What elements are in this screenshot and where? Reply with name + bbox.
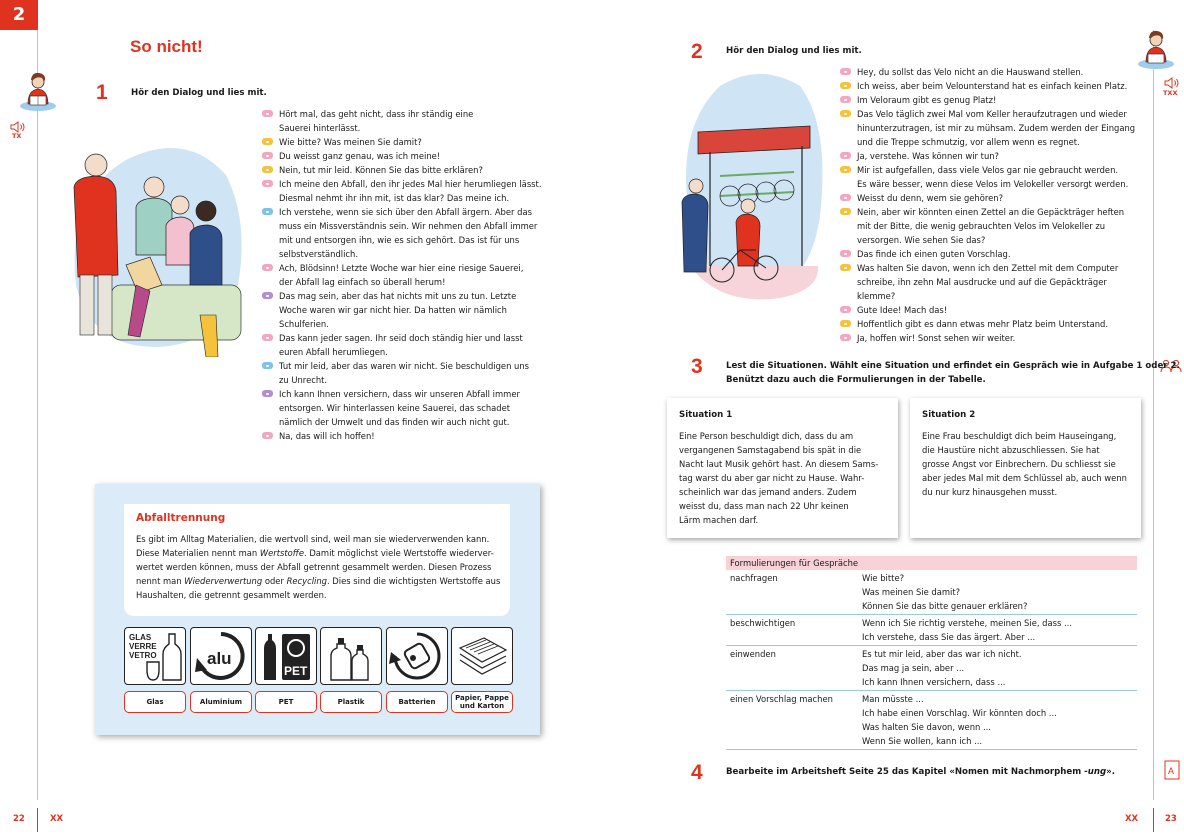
task4-instruction [726, 765, 1115, 779]
chapter-tab: 2 [0, 0, 38, 30]
dialog-line-continued: nämlich der Umwelt und das finden wir auch nicht gut. [279, 417, 510, 427]
svg-text:A: A [1168, 766, 1175, 776]
task1-number: 1 [96, 81, 108, 104]
dialog-line [840, 65, 1135, 79]
dialog-line-continued: klemme? [857, 291, 896, 301]
speaker-marker-icon [840, 320, 851, 327]
dialog-line [840, 149, 1135, 163]
author-avatar-icon [1136, 26, 1176, 70]
table-row [726, 615, 1137, 646]
dialog-line-continued: Es wäre besser, wenn diese Velos im Velokeller versorgt werden. [857, 179, 1129, 189]
situation1-line: scheinlich war das jemand anders. Zudem [679, 487, 857, 497]
situation1-line: Eine Person beschuldigt dich, dass du am [679, 431, 854, 441]
situation2-line: grosse Angst vor Einbrechern. Du schliesst sie [922, 459, 1116, 469]
speaker-marker-icon [262, 208, 273, 215]
speaker-marker-icon [840, 334, 851, 341]
speaker-marker-icon [840, 110, 851, 117]
speaker-marker-icon [840, 306, 851, 313]
dialog-line-continued: Woche waren wir gar nicht hier. Da hatten wir nämlich [279, 305, 507, 315]
speaker-marker-icon [840, 194, 851, 201]
situation1-text [679, 429, 878, 527]
task2-illustration [670, 66, 830, 306]
dialog-line-text: Ja, verstehe. Was können wir tun? [857, 151, 1000, 161]
dialog-line-text: Das finde ich einen guten Vorschlag. [857, 249, 1011, 259]
dialog-line-text: Hey, du sollst das Velo nicht an die Hauswand stellen. [857, 67, 1084, 77]
dialog-line [840, 191, 1135, 205]
infobox-text [136, 532, 508, 602]
plastic-icon [320, 627, 382, 685]
situation1-line: Nacht laut Musik gehört hast. An diesem Sams- [679, 459, 879, 469]
dialog-line-continued: muss ein Missverständnis sein. Wir nehmen den Abfall immer [279, 221, 538, 231]
dialog-line-continued: selbstverständlich. [279, 249, 358, 259]
aluminium-icon [190, 627, 252, 685]
dialog-line-text: Das mag sein, aber das hat nichts mit uns zu tun. Letzte [279, 291, 517, 301]
dialog-line-text: Hört mal, das geht nicht, dass ihr ständig eine [279, 109, 474, 119]
speaker-marker-icon [262, 334, 273, 341]
dialog-line-text: Gute Idee! Mach das! [857, 305, 948, 315]
dialog-line [262, 177, 542, 191]
speaker-marker-icon [262, 138, 273, 145]
svg-text:VERRE: VERRE [129, 642, 157, 651]
task1-instruction: Hör den Dialog und lies mit. [131, 88, 267, 98]
table-row [726, 646, 1137, 691]
speaker-marker-icon [840, 68, 851, 75]
dialog-line [840, 331, 1135, 345]
dialog-line [840, 317, 1135, 331]
dialog-line [840, 261, 1135, 275]
situation2-title: Situation 2 [922, 410, 976, 420]
situation1-line: Lärm machen darf. [679, 515, 759, 525]
situation1-line: vergangenen Samstagabend bis spät in die [679, 445, 862, 455]
dialog-line-text: Nein, tut mir leid. Können Sie das bitte erklären? [279, 165, 483, 175]
dialog-line [840, 107, 1135, 121]
dialog-line [262, 107, 542, 121]
page-number-right: 23 [1165, 814, 1177, 824]
dialog-line-continued: versorgen. Wie sehen Sie das? [857, 235, 986, 245]
phrases-table [726, 556, 1137, 750]
table-row-label: einwenden [730, 649, 776, 659]
pet-icon [255, 627, 317, 685]
situation1-line: weisst du, dass man nach 22 Uhr keinen [679, 501, 849, 511]
dialog-line-text: Ja, hoffen wir! Sonst sehen wir weiter. [857, 333, 1016, 343]
dialog-line-text: Tut mir leid, aber das waren wir nicht. Sie beschuldigen uns [279, 361, 530, 371]
dialog-line-text: Weisst du denn, wem sie gehören? [857, 193, 1004, 203]
speaker-marker-icon [262, 390, 273, 397]
situation2-line: du nur kurz hinausgehen musst. [922, 487, 1058, 497]
speaker-marker-icon [840, 208, 851, 215]
speaker-marker-icon [840, 82, 851, 89]
dialog-line [262, 331, 542, 345]
tx-label: TX [12, 132, 22, 140]
dialog-line-continued: schreibe, ihn zehn Mal ausdrucke und auf die Gepäckträger [857, 277, 1107, 287]
situation1-line: tag warst du aber gar nicht zu Hause. Wahr- [679, 473, 865, 483]
dialog-line-text: Ich meine den Abfall, den ihr jedes Mal hier herumliegen lässt. [279, 179, 542, 189]
infobox-line: Es gibt im Alltag Materialien, die wertvoll sind, weil man sie wiederverwenden kann. [136, 534, 490, 544]
dialog-line-text: Ich weiss, aber beim Velounterstand hat es einfach keinen Platz. [857, 81, 1128, 91]
dialog-line-continued: hinunterzutragen, ist mir zu mühsam. Zudem werden der Eingang [857, 123, 1136, 133]
dialog-line [262, 289, 542, 303]
dialog-line-continued: mit und entsorgen ihn, wie es sich gehört. Das ist für uns [279, 235, 520, 245]
task3-instruction-line: Lest die Situationen. Wählt eine Situation und erfindet ein Gespräch wie in Aufgabe 1 oder 2. [726, 361, 1180, 371]
speaker-marker-icon [840, 152, 851, 159]
speaker-marker-icon [262, 362, 273, 369]
dialog-line-text: Mir ist aufgefallen, dass viele Velos gar nie gebraucht werden. [857, 165, 1119, 175]
dialog-line-continued: zu Unrecht. [279, 375, 328, 385]
speaker-marker-icon [262, 180, 273, 187]
symbol-label-batterien: Batterien [386, 691, 448, 713]
phrase: Ich verstehe, dass Sie das ärgert. Aber ... [862, 632, 1036, 642]
phrase: Wie bitte? [862, 573, 905, 583]
task1-dialog [262, 107, 542, 443]
speaker-marker-icon [840, 264, 851, 271]
dialog-line-text: Ich verstehe, wenn sie sich über den Abfall ärgern. Aber das [279, 207, 532, 217]
dialog-line-continued: und die Treppe schmutzig, vor allem wenn es regnet. [857, 137, 1080, 147]
table-row-phrases [862, 647, 1137, 689]
dialog-line-text: Im Veloraum gibt es genug Platz! [857, 95, 997, 105]
phrase: Ich kann Ihnen versichern, dass ... [862, 677, 1006, 687]
phrase: Es tut mir leid, aber das war ich nicht. [862, 649, 1022, 659]
task3-number: 3 [691, 355, 703, 378]
table-row [726, 691, 1137, 750]
phrase: Wenn ich Sie richtig verstehe, meinen Sie, dass ... [862, 618, 1072, 628]
glass-icon [124, 627, 186, 685]
dialog-line-continued: entsorgen. Wir hinterlassen keine Sauerei, das schadet [279, 403, 511, 413]
symbol-label-aluminium: Aluminium [190, 691, 252, 713]
speaker-marker-icon [840, 96, 851, 103]
phrase: Das mag ja sein, aber ... [862, 663, 965, 673]
dialog-line [262, 205, 542, 219]
situation1-title: Situation 1 [679, 410, 733, 420]
dialog-line [262, 429, 542, 443]
page-title: So nicht! [130, 37, 203, 56]
dialog-line-continued: euren Abfall herumliegen. [279, 347, 388, 357]
phrase: Ich habe einen Vorschlag. Wir könnten doch ... [862, 708, 1057, 718]
svg-text:VETRO: VETRO [129, 651, 157, 660]
dialog-line-continued: Diesmal nehmt ihr ihn mit, ist das klar? Das meine ich. [279, 193, 510, 203]
dialog-line-text: Wie bitte? Was meinen Sie damit? [279, 137, 422, 147]
svg-text:PET: PET [284, 664, 308, 678]
dialog-line-text: Du weisst ganz genau, was ich meine! [279, 151, 441, 161]
dialog-line-text: Nein, aber wir könnten einen Zettel an die Gepäckträger heften [857, 207, 1125, 217]
speaker-marker-icon [262, 432, 273, 439]
dialog-line-continued: Schulferien. [279, 319, 329, 329]
dialog-line [262, 359, 542, 373]
dialog-line-text: Das kann jeder sagen. Ihr seid doch ständig hier und lasst [279, 333, 523, 343]
phrase: Können Sie das bitte genauer erklären? [862, 601, 1028, 611]
task3-instruction-line: Benützt dazu auch die Formulierungen in der Tabelle. [726, 375, 986, 385]
author-avatar-icon [18, 68, 58, 112]
workbook-icon [1164, 760, 1180, 784]
dialog-line [262, 149, 542, 163]
table-row-phrases [862, 571, 1137, 613]
speaker-marker-icon [262, 110, 273, 117]
footer-label-right: XX [1125, 814, 1139, 824]
phrase: Was meinen Sie damit? [862, 587, 961, 597]
right-margin-line [1153, 30, 1154, 800]
infobox-line: nennt man Wiederverwertung oder Recycling. Dies sind die wichtigsten Wertstoffe aus [136, 576, 501, 586]
task4-instruction-pre: Bearbeite im Arbeitsheft Seite 25 das Kapitel «Nomen mit Nachmorphem [726, 767, 1085, 777]
left-margin-line [37, 30, 38, 800]
dialog-line [840, 163, 1135, 177]
dialog-line [840, 205, 1135, 219]
dialog-line [840, 93, 1135, 107]
dialog-line [262, 163, 542, 177]
dialog-line-text: Na, das will ich hoffen! [279, 431, 375, 441]
task2-dialog [840, 65, 1135, 345]
situation2-line: aber jedes Mal mit dem Schlüssel ab, auch wenn [922, 473, 1127, 483]
speaker-marker-icon [262, 152, 273, 159]
txx-label: TXX [1163, 89, 1178, 97]
table-row-phrases [862, 692, 1137, 748]
table-row-label: einen Vorschlag machen [730, 694, 833, 704]
infobox-title: Abfalltrennung [136, 512, 226, 524]
speaker-marker-icon [262, 292, 273, 299]
dialog-line-text: Was halten Sie davon, wenn ich den Zettel mit dem Computer [857, 263, 1119, 273]
dialog-line [262, 135, 542, 149]
situation2-line: die Haustüre nicht abzuschliessen. Sie hat [922, 445, 1100, 455]
phrase: Wenn Sie wollen, kann ich ... [862, 736, 983, 746]
footer-label-left: XX [50, 814, 64, 824]
dialog-line-continued: der Abfall lag einfach so überall herum! [279, 277, 446, 287]
dialog-line-text: Ach, Blödsinn! Letzte Woche war hier eine riesige Sauerei, [279, 263, 524, 273]
dialog-line-continued: mit der Bitte, die wenig gebrauchten Velos im Velokeller zu [857, 221, 1106, 231]
dialog-line [840, 303, 1135, 317]
table-row-label: nachfragen [730, 573, 778, 583]
svg-text:GLAS: GLAS [129, 633, 152, 642]
footer-divider-right [1153, 808, 1154, 832]
speaker-marker-icon [262, 264, 273, 271]
page-number-left: 22 [13, 814, 25, 824]
situation2-text [922, 429, 1127, 499]
task4-instruction-em: -ung [1084, 767, 1107, 777]
phrase: Was halten Sie davon, wenn ... [862, 722, 991, 732]
situation2-line: Eine Frau beschuldigt dich beim Hauseingang, [922, 431, 1117, 441]
symbol-label-papier: Papier, Pappe und Karton [451, 691, 513, 713]
dialog-line-text: Das Velo täglich zwei Mal vom Keller heraufzutragen und wieder [857, 109, 1127, 119]
table-row [726, 570, 1137, 615]
dialog-line-text: Ich kann Ihnen versichern, dass wir unseren Abfall immer [279, 389, 520, 399]
dialog-line [840, 247, 1135, 261]
symbol-label-pet: PET [255, 691, 317, 713]
dialog-line [840, 79, 1135, 93]
task1-illustration [66, 135, 246, 357]
task3-instruction [726, 359, 1180, 387]
speaker-marker-icon [840, 166, 851, 173]
speaker-marker-icon [262, 166, 273, 173]
table-row-label: beschwichtigen [730, 618, 796, 628]
battery-icon [386, 627, 448, 685]
paper-icon [451, 627, 513, 685]
dialog-line-text: Hoffentlich gibt es dann etwas mehr Platz beim Unterstand. [857, 319, 1108, 329]
infobox-line: Haushalten, die getrennt gesammelt werden. [136, 590, 327, 600]
symbol-label-glas: Glas [124, 691, 186, 713]
symbol-label-plastik: Plastik [320, 691, 382, 713]
infobox-line: wertet werden können, muss der Abfall getrennt gesammelt werden. Diesen Prozess [136, 562, 492, 572]
phrase: Man müsste ... [862, 694, 924, 704]
infobox-line: Diese Materialien nennt man Wertstoffe. Damit möglichst viele Wertstoffe wiederver- [136, 548, 494, 558]
dialog-line [262, 261, 542, 275]
task4-instruction-post: ». [1106, 767, 1115, 777]
task2-instruction: Hör den Dialog und lies mit. [726, 46, 862, 56]
speaker-marker-icon [840, 250, 851, 257]
task4-number: 4 [691, 761, 703, 784]
dialog-line-continued: Sauerei hinterlässt. [279, 123, 361, 133]
svg-text:alu: alu [207, 649, 232, 668]
footer-divider-left [37, 808, 38, 832]
table-row-phrases [862, 616, 1137, 644]
task2-number: 2 [691, 40, 703, 63]
dialog-line [262, 387, 542, 401]
phrases-table-header: Formulierungen für Gespräche [726, 556, 1137, 570]
